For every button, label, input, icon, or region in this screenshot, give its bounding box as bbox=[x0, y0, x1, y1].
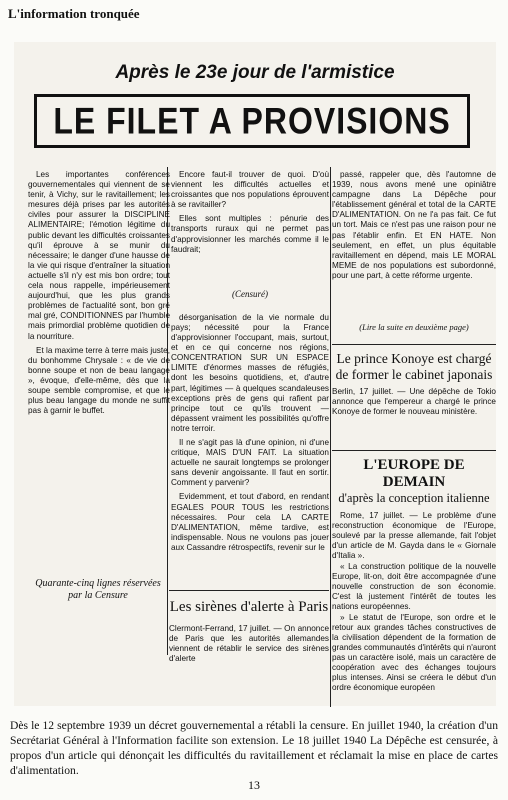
article-column-3 bbox=[332, 170, 496, 285]
europe-subheadline: d'après la conception italienne bbox=[338, 491, 490, 505]
article-paragraph: Elles sont multiples : pénurie des transports ruraux qui ne permet pas d'approvisionner les marchés comme il le faudrait; bbox=[171, 214, 329, 254]
article-paragraph: Rome, 17 juillet. — Le problème d'une reconstruction économique de l'Europe, soulevé par la presse allemande, fait l'objet d'un article de M. Gayda dans le « Giornale d'Italia ». bbox=[332, 511, 496, 560]
article-paragraph: désorganisation de la vie normale du pays; nécessité pour la France d'approvisionner l'occupant, mais, surtout, et en ce qui concerne nos régions, CONCENTRATION SUR UN ESPACE LIMITE d'énormes masses de réfugiés, dont les besoins quotidiens, et, d'autre part, légitimes — à quelques scandaleuses exceptions près de gens qui rafient par principe tout ce qu'ils trouvent — dépassent vraiment les possibilités qu'offre notre terroir. bbox=[171, 312, 329, 433]
headline-frame bbox=[34, 94, 470, 148]
article-paragraph: passé, rappeler que, dès l'automne de 1939, nous avons mené une opiniâtre campagne dans La Dépêche pour l'établissement général et total de la CARTE D'ALIMENTATION. On ne l'a pas fait. Ce fut un tort. Mais ce n'est pas une raison pour ne pas l'établir enfin. Et EN HATE. Non seulement, en effet, un plus équitable ravitaillement en dépend, mais LE MORAL MEME de nos populations est subordonné, pour une part, à cette réforme urgente. bbox=[332, 170, 496, 280]
article-paragraph: Et la maxime terre à terre mais juste, du bonhomme Chrysale : « de vie de bonne soupe et non de beau langage », évoque, d'elle-même, dès que la soupe semble compromise, et que le plus beau langage du monde ne suffit pas à garnir le buffet. bbox=[28, 345, 170, 416]
europe-article bbox=[332, 450, 496, 694]
censorship-note: Quarante-cinq lignes réservées par la Censure bbox=[35, 578, 161, 601]
headline: LE FILET A PROVISIONS bbox=[53, 99, 451, 142]
europe-headline: L'EUROPE DE DEMAIN bbox=[363, 457, 465, 490]
censored-label: (Censuré) bbox=[232, 288, 268, 299]
article-paragraph: Les importantes conférences gouvernementales qui viennent de se tenir, à Vichy, sur le ravitaillement; les mesures déjà prises par les autorités civiles pour assurer la DISCIPLINE ALIMENTAIRE; l'émotion légitime du public devant les difficultés croissantes qu'il éprouve à se munir du nécessaire; le danger d'une hausse de la vie qui risque d'entraîner la situation actuelle s'il n'y est mis bon ordre; tout cela nous rappelle, impérieusement aujourd'hui, que les plus grands problèmes de l'actualité sont, bon gré mal gré, CONDITIONNES par l'humble mais primordial problème quotidien de la nourriture. bbox=[28, 170, 170, 341]
section-divider bbox=[332, 450, 496, 451]
book-header: L'information tronquée bbox=[8, 6, 140, 21]
article-paragraph: Evidemment, et tout d'abord, en rendant EGALES POUR TOUS les restrictions nécessaires. Pour cela LA CARTE D'ALIMENTATION, même tardive, est indispensable. Nous ne voulons pas jouer aux Cassandre rétrospectifs, revenir sur le bbox=[171, 492, 329, 552]
newspaper-clipping bbox=[14, 42, 496, 706]
konoye-headline: Le prince Konoye est chargé de former le cabinet japonais bbox=[335, 351, 493, 382]
article-column-2 bbox=[171, 170, 329, 557]
konoye-article bbox=[332, 344, 496, 417]
europe-text bbox=[332, 511, 496, 693]
sirens-headline: Les sirènes d'alerte à Paris bbox=[169, 599, 329, 615]
figure-caption: Dès le 12 septembre 1939 un décret gouvernemental a rétabli la censure. En juillet 1940, la création d'un Secrétariat Général à l'Information facilite son extension. Le 18 juillet 1940 La Dépêche est censurée, à propos d'un article qui dénonçait les difficultés du ravitaillement et réclamait la mise en place de cartes d'alimentation. bbox=[10, 719, 498, 777]
article-paragraph: « La construction politique de la nouvelle Europe, lit-on, doit être accompagnée d'une nouvelle construction de son économie. C'est là justement l'intérêt de toutes les nations européennes. bbox=[332, 562, 496, 611]
sirens-text: Clermont-Ferrand, 17 juillet. — On annonce de Paris que les autorités allemandes viennent de rétablir le service des sirènes d'alerte bbox=[169, 624, 329, 663]
headline-kicker: Après le 23e jour de l'armistice bbox=[115, 62, 395, 83]
page-number: 13 bbox=[248, 778, 260, 792]
article-paragraph: » Le statut de l'Europe, son ordre et le retour aux grandes tâches constructives de la civilisation dépendent de la formation de grandes communautés d'intérêts qui n'auront pas un caractère isolé, mais un caractère de coopération avec des échanges toujours plus intenses. Ainsi se créera le début d'un ordre économique européen bbox=[332, 613, 496, 692]
article-paragraph: Il ne s'agit pas là d'une opinion, ni d'une critique, MAIS D'UN FAIT. La situation actuelle ne saurait longtemps se prolonger sans devenir angoissante. Il faut en sortir. Comment y parvenir? bbox=[171, 437, 329, 488]
censored-gap bbox=[171, 259, 329, 289]
section-divider bbox=[332, 344, 496, 345]
article-paragraph: Encore faut-il trouver de quoi. D'où viennent les difficultés actuelles et croissantes que nos populations éprouvent à se ravitailler? bbox=[171, 170, 329, 210]
continued-note: (Lire la suite en deuxième page) bbox=[359, 322, 469, 332]
column-divider bbox=[330, 167, 331, 707]
sirens-article bbox=[169, 590, 329, 709]
konoye-text: Berlin, 17 juillet. — Une dépêche de Tokio annonce que l'empereur a chargé le prince Konoye de former le nouveau ministère. bbox=[332, 387, 496, 416]
article-column-1 bbox=[28, 170, 170, 420]
